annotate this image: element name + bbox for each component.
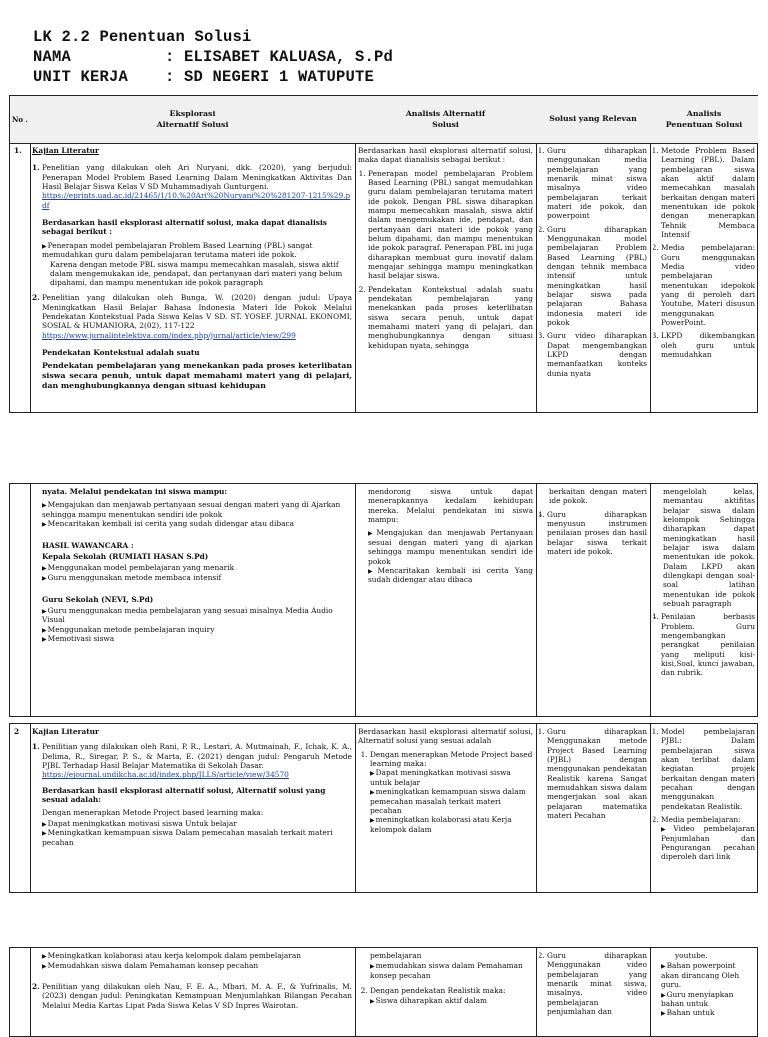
unit-value: : SD NEGERI 1 WATUPUTE	[165, 68, 375, 86]
penentuan-point: 1. Metode Problem Based Learning (PBL). Dalam pembelajaran siswa akan aktif dalam memecahkan masalah berkaitan dengan materi menentukan ide pokok dengan menerapkan Tehnik Membaca Intensif	[661, 146, 755, 239]
penentuan-cell-1-cont	[653, 487, 755, 715]
bullet-item: ▶meningkatkan kolaborasi atau Kerja kelompok dalam	[370, 815, 512, 834]
literature-item: 2. Penilitian yang dilakukan oleh Nau, F. E. A., Mbari, M. A. F., & Yufrinalis, M. (2023) dengan judul: Peningkatan Kemampuan Menjumlahkan Bilangan Pecahan Melalui Media Kartas Lipat Pada Siswa Kelas V SD Inpres Wairotan.	[32, 982, 352, 1010]
analisis-intro: Berdasarkan hasil eksplorasi alternatif solusi, Alternatif solusi yang sesuai adalah	[358, 727, 533, 746]
bullet-item: ▶memudahkan siswa dalam Pemahaman konsep pecahan	[370, 961, 523, 980]
analisis-point: 2. Pendekatan Kontekstual adalah suatu pendekatan pembelajaran yang menekankan pada proses keterlibatan siswa secara penuh, untuk dapat memahami materi yang di pelajari, dan menghubungkannya dengan situasi kehidupan nyata, sehingga	[368, 285, 533, 350]
penentuan-continuation: youtube.	[675, 951, 708, 960]
row-number: 1.	[14, 146, 22, 155]
solusi-point: 2. Guru diharapkan Menggunakan video pembelajaran yang menarik minat siswa, misalnya, video pembelajaran penjumlahan dan	[547, 951, 647, 1016]
col-header-solusi-relevan: Solusi yang Relevan	[536, 96, 650, 144]
literature-citation: Penelitian yang dilakukan oleh Bunga, W. (2020) dengan judul: Upaya Meningkatkan Hasil Belajar Bahasa Indonesia Materi Ide Pokok Melalui Pendekatan Kontekstual Pada Siswa Kelas V SD. ST. YOSEF. JURNAL EKONOMI, SOSIAL & HUMANIORA, 2(02), 117-122	[42, 293, 352, 331]
penentuan-point: 4. Penilaian berbasis Problem. Guru mengembangkan perangkat penilaian yang meliputi kisi-kisi,Soal, kunci jawaban, dan rubrik.	[661, 612, 755, 677]
solusi-cell-2	[539, 727, 647, 891]
kontekstual-heading: Pendekatan Kontekstual adalah suatu	[42, 348, 200, 358]
penentuan-point: 2. Media pembelajaran:	[661, 815, 755, 824]
col-header-no: No .	[10, 96, 30, 144]
solusi-point: 3. Guru video diharapkan Dapat mengembangkan LKPD dengan memanfaatkan konteks dunia nyata	[547, 331, 647, 378]
kajian-literatur-heading: Kajian Literatur	[32, 146, 99, 155]
analisis-cell-1	[358, 146, 533, 412]
kontekstual-text: Pendekatan pembelajaran yang menekankan pada proses keterlibatan siswa secara penuh, untuk dapat memahami materi yang di pelajari, dan menghubungkannya dengan situasi kehidupan	[42, 361, 352, 391]
kepala-sekolah-heading: Kepala Sekolah (RUMIATI HASAN S.Pd)	[42, 552, 209, 562]
bullet-item: ▶Menggunakan model pembelajaran yang menarik	[42, 563, 235, 573]
literature-citation: Penilitian yang dilakukan oleh Rani, P. R., Lestari, A. Mutmainah, F., Ichak, K. A., Delima, R., Siregar, P. S., & Marta, E. (2021) dengan judul: Pengaruh Metode PJBL Terhadap Hasil Belajar Matematika di Sekolah Dasar.	[42, 742, 352, 770]
eksplorasi-cell-2-cont	[32, 951, 352, 1031]
analisis-point: 1. Penerapan model pembelajaran Problem Based Learning (PBL) sangat memudahkan guru dalam pembelajaran terutama materi ide pokok. Dengan PBL siswa diharapkan mampu memecahkan masalah, siswa aktif dalam mengemukakan ide, pendapat, dan pertanyaan dari materi ide pokok yang belum dipahami, dan mampu menentukan ide pokok paragraf. Penerapan PBL ini juga diharapkan membuat guru inovatif dalam mengajar sehingga mampu meningkatkan hasil belajar siswa.	[368, 169, 533, 281]
solusi-point: 1. Guru diharapkan menggunakan media pembelajaran yang menarik minat siswa misalnya video pembelajaran terkait materi ide pokok, dan powerpoint	[547, 146, 647, 221]
col-header-eksplorasi: Eksplorasi Alternatif Solusi	[30, 96, 355, 144]
analisis-cell-2	[358, 727, 533, 891]
solution-table-section-3	[9, 723, 758, 893]
guru-sekolah-heading: Guru Sekolah (NEVI, S.Pd)	[42, 594, 154, 604]
literature-citation: Penilitian yang dilakukan oleh Nau, F. E. A., Mbari, M. A. F., & Yufrinalis, M. (2023) dengan judul: Peningkatan Kemampuan Menjumlahkan Bilangan Pecahan Melalui Media Kartas Lipat Pada Siswa Kelas V SD Inpres Wairotan.	[42, 982, 352, 1010]
literature-citation: Penelitian yang dilakukan oleh Ari Nuryani, dkk. (2020), yang berjudul: Penerapan Model Problem Based Learning Dalam Meningkatkan Aktivitas Dan Hasil Belajar Siswa Kelas V SD Muhammadiyah Gunturgeni.	[42, 163, 352, 191]
row-number: 2	[14, 727, 20, 736]
kontekstual-continuation: nyata. Melalui pendekatan ini siswa mampu:	[42, 487, 228, 496]
analysis-heading: Berdasarkan hasil eksplorasi alternatif solusi, maka dapat dianalisis sebagai berikut :	[42, 217, 327, 237]
penentuan-cell-1	[653, 146, 755, 412]
bullet-item: ▶Mengajukan dan menjawab pertanyaan sesuai dengan materi yang di Ajarkan sehingga mampu menentukan sendiri ide pokok	[42, 500, 341, 519]
analysis-heading: Berdasarkan hasil eksplorasi alternatif solusi, Alternatif solusi yang sesuai adalah:	[42, 785, 326, 804]
wawancara-heading: HASIL WAWANCARA :	[42, 540, 134, 550]
literature-item: 2. Penelitian yang dilakukan oleh Bunga, W. (2020) dengan judul: Upaya Meningkatkan Hasil Belajar Bahasa Indonesia Materi Ide Pokok Melalui Pendekatan Kontekstual Pada Siswa Kelas V SD. ST. YOSEF. JURNAL EKONOMI, SOSIAL & HUMANIORA, 2(02), 117-122 https://www.jurnalintelektiva.com/index.php/jurnal/article/view/299	[32, 293, 352, 340]
bullet-item: ▶meningkatkan kemampuan siswa dalam pemecahan masalah terkait materi pecahan	[370, 787, 526, 816]
bullet-item: ▶Siswa diharapkan aktif dalam	[370, 995, 488, 1005]
bullet-item: ▶Video pembelajaran Penjumlahan dan Pengurangan pecahan diperoleh dari link	[661, 824, 755, 862]
bullet-item: ▶Bahan powerpoint akan dirancang Oleh guru.	[661, 961, 740, 990]
solution-table-section-1	[9, 95, 758, 413]
kajian-literatur-heading: Kajian Literatur	[32, 727, 99, 736]
literature-link[interactable]: https://ejournal.undikcha.ac.id/index.php/JLLS/article/view/34570	[42, 770, 289, 780]
analisis-cell-2-cont	[358, 951, 533, 1031]
solusi-point: 4. Guru diharapkan menyusun instrumen penilaian proses dan hasil belajar siswa terkait materi ide pokok.	[547, 510, 647, 557]
bullet-item: ▶Mencaritakan kembali isi cerita Yang sudah didengar atau dibaca	[368, 565, 533, 585]
penentuan-cell-2	[653, 727, 755, 891]
solution-table-section-2	[9, 483, 758, 717]
analysis-bullet: ▶Penerapan model pembelajaran Problem Based Learning (PBL) sangat memudahkan guru dalam pembelajaran terutama materi ide pokok.	[42, 240, 313, 260]
analisis-continuation: mendorong siswa untuk dapat menerapkannya kedalam kehidupan mereka. Melalui pendekatan ini siswa mampu:	[368, 487, 533, 524]
unit-label: UNIT KERJA	[33, 68, 129, 86]
name-value: : ELISABET KALUASA, S.Pd	[165, 48, 394, 66]
eksplorasi-cell-1-cont	[32, 487, 352, 715]
eksplorasi-cell-2	[32, 727, 352, 891]
literature-item: 1. Penelitian yang dilakukan oleh Ari Nuryani, dkk. (2020), yang berjudul: Penerapan Model Problem Based Learning Dalam Meningkatkan Aktivitas Dan Hasil Belajar Siswa Kelas V SD Muhammadiyah Gunturgeni. https://eprints.uad.ac.id/21465/1/10.%20Ari%20Nuryani%20%281207-1215%29.pdf	[32, 163, 352, 210]
page-title: LK 2.2 Penentuan Solusi	[33, 28, 252, 46]
bullet-item: ▶Guru menyiapkan bahan untuk	[661, 989, 734, 1009]
literature-item: 1. Penilitian yang dilakukan oleh Rani, P. R., Lestari, A. Mutmainah, F., Ichak, K. A., Delima, R., Siregar, P. S., & Marta, E. (2021) dengan judul: Pengaruh Metode PJBL Terhadap Hasil Belajar Matematika di Sekolah Dasar. https://ejournal.undikcha.ac.id/index.php/JLLS/article/view/34570	[32, 742, 352, 780]
literature-link[interactable]: https://www.jurnalintelektiva.com/index.php/jurnal/article/view/299	[42, 330, 296, 340]
solusi-cell-1	[539, 146, 647, 412]
bullet-item: ▶Mengajukan dan menjawab Pertanyaan sesuai dengan materi yang di ajarkan sehingga mampu menentukan sendiri ide pokok	[368, 528, 533, 566]
penentuan-continuation: mengelolah kelas, memantau aktifitas belajar siswa dalam kelompok Sehingga diharapkan dapat meningkatkan hasil belajar iswa dalam menentukan ide pokok. Dalam LKPD akan dilengkapi dengan soal-soal latihan menentukan ide pokok sebuah paragraph	[663, 487, 755, 608]
name-label: NAMA	[33, 48, 72, 66]
bullet-item: ▶Meningkatkan kolaborasi atau kerja kelompok dalam pembelajaran	[42, 951, 302, 960]
penentuan-cell-2-cont	[653, 951, 755, 1031]
analisis-cell-1-cont	[358, 487, 533, 715]
bullet-item: ▶Bahan untuk	[661, 1008, 715, 1018]
bullet-item: ▶Memudahkan siswa dalam Pemahaman konsep pecahan	[42, 960, 259, 970]
col-header-analisis-alternatif: Analisis Alternatif Solusi	[355, 96, 536, 144]
col-header-penentuan: Analisis Penentuan Solusi	[650, 96, 758, 144]
analisis-point: 1. Dengan menerapkan Metode Project based learning maka:	[370, 750, 533, 769]
analysis-intro: Dengan menerapkan Metode Project based learning maka:	[42, 808, 264, 818]
literature-link[interactable]: https://eprints.uad.ac.id/21465/1/10.%20Ari%20Nuryani%20%281207-1215%29.pdf	[42, 191, 351, 210]
analysis-bullet-continuation: Karena dengan metode PBL siswa mampu memecahkan masalah, siswa aktif dalam mengemukakan ide, pendapat, dan pertanyaan dari materi yang belum dipahami, dan mampu menentukan ide pokok paragraph	[50, 259, 343, 288]
solusi-cell-1-cont	[539, 487, 647, 715]
penentuan-point: 3. LKPD dikembangkan oleh guru untuk memudahkan	[661, 331, 755, 359]
bullet-item: ▶Mencaritakan kembali isi cerita yang sudah didengar atau dibaca	[42, 519, 295, 529]
solusi-point: 2. Guru diharapkan Menggunakan model pembelajaran Problem Based Learning (PBL) dengan tehnik membaca intensif untuk meningkatkan hasil belajar siswa pada pelajaran Bahasa indonesia materi ide pokok	[547, 225, 647, 328]
solusi-continuation: berkaitan dengan materi ide pokok.	[549, 487, 647, 506]
analisis-point: 2. Dengan pendekatan Realistik maka:	[370, 986, 533, 995]
solusi-point: 1. Guru diharapkan Menggunakan metode Project Based Learning (PJBL) dengan menggunakan pendekatan Realistik karena Sangat memudahkan siswa dalam mengerjakan soal akan pelajaran matematika materi Pecahan	[547, 727, 647, 820]
eksplorasi-cell-1	[32, 146, 352, 412]
bullet-item: ▶Guru menggunakan media pembelajaran yang sesuai misalnya Media Audio Visual	[42, 605, 333, 625]
analisis-continuation: pembelajaran	[370, 951, 422, 960]
bullet-item: ▶Memotivasi siswa	[42, 634, 115, 644]
solusi-cell-2-cont	[539, 951, 647, 1031]
penentuan-point: 2. Media pembelajaran: Guru menggunakan Media video pembelajaran menentukan idepokok yang di peroleh dari Youtube, Materi disusun menggunakan PowerPoint.	[661, 243, 755, 327]
bullet-item: ▶Dapat meningkatkan motivasi siswa untuk belajar	[370, 768, 511, 787]
bullet-item: ▶Guru menggunakan metode membaca intensif	[42, 572, 222, 582]
bullet-item: ▶Menggunakan metode pembelajaran inquiry	[42, 624, 215, 634]
analisis-intro: Berdasarkan hasil eksplorasi alternatif solusi, maka dapat dianalisis sebagai berikut :	[358, 146, 533, 165]
bullet-item: ▶Dapat meningkatkan motivasi siswa Untuk belajar	[42, 818, 237, 828]
bullet-item: ▶Meningkatkan kemampuan siswa Dalam pemecahan masalah terkait materi pecahan	[42, 828, 333, 847]
penentuan-point: 1. Model pembelajaran PJBL: Dalam pembelajaran siswa akan terlibat dalam kegiatan projek berkaitan dengan materi pecahan dengan menggunakan pendekatan Realistik.	[661, 727, 755, 811]
